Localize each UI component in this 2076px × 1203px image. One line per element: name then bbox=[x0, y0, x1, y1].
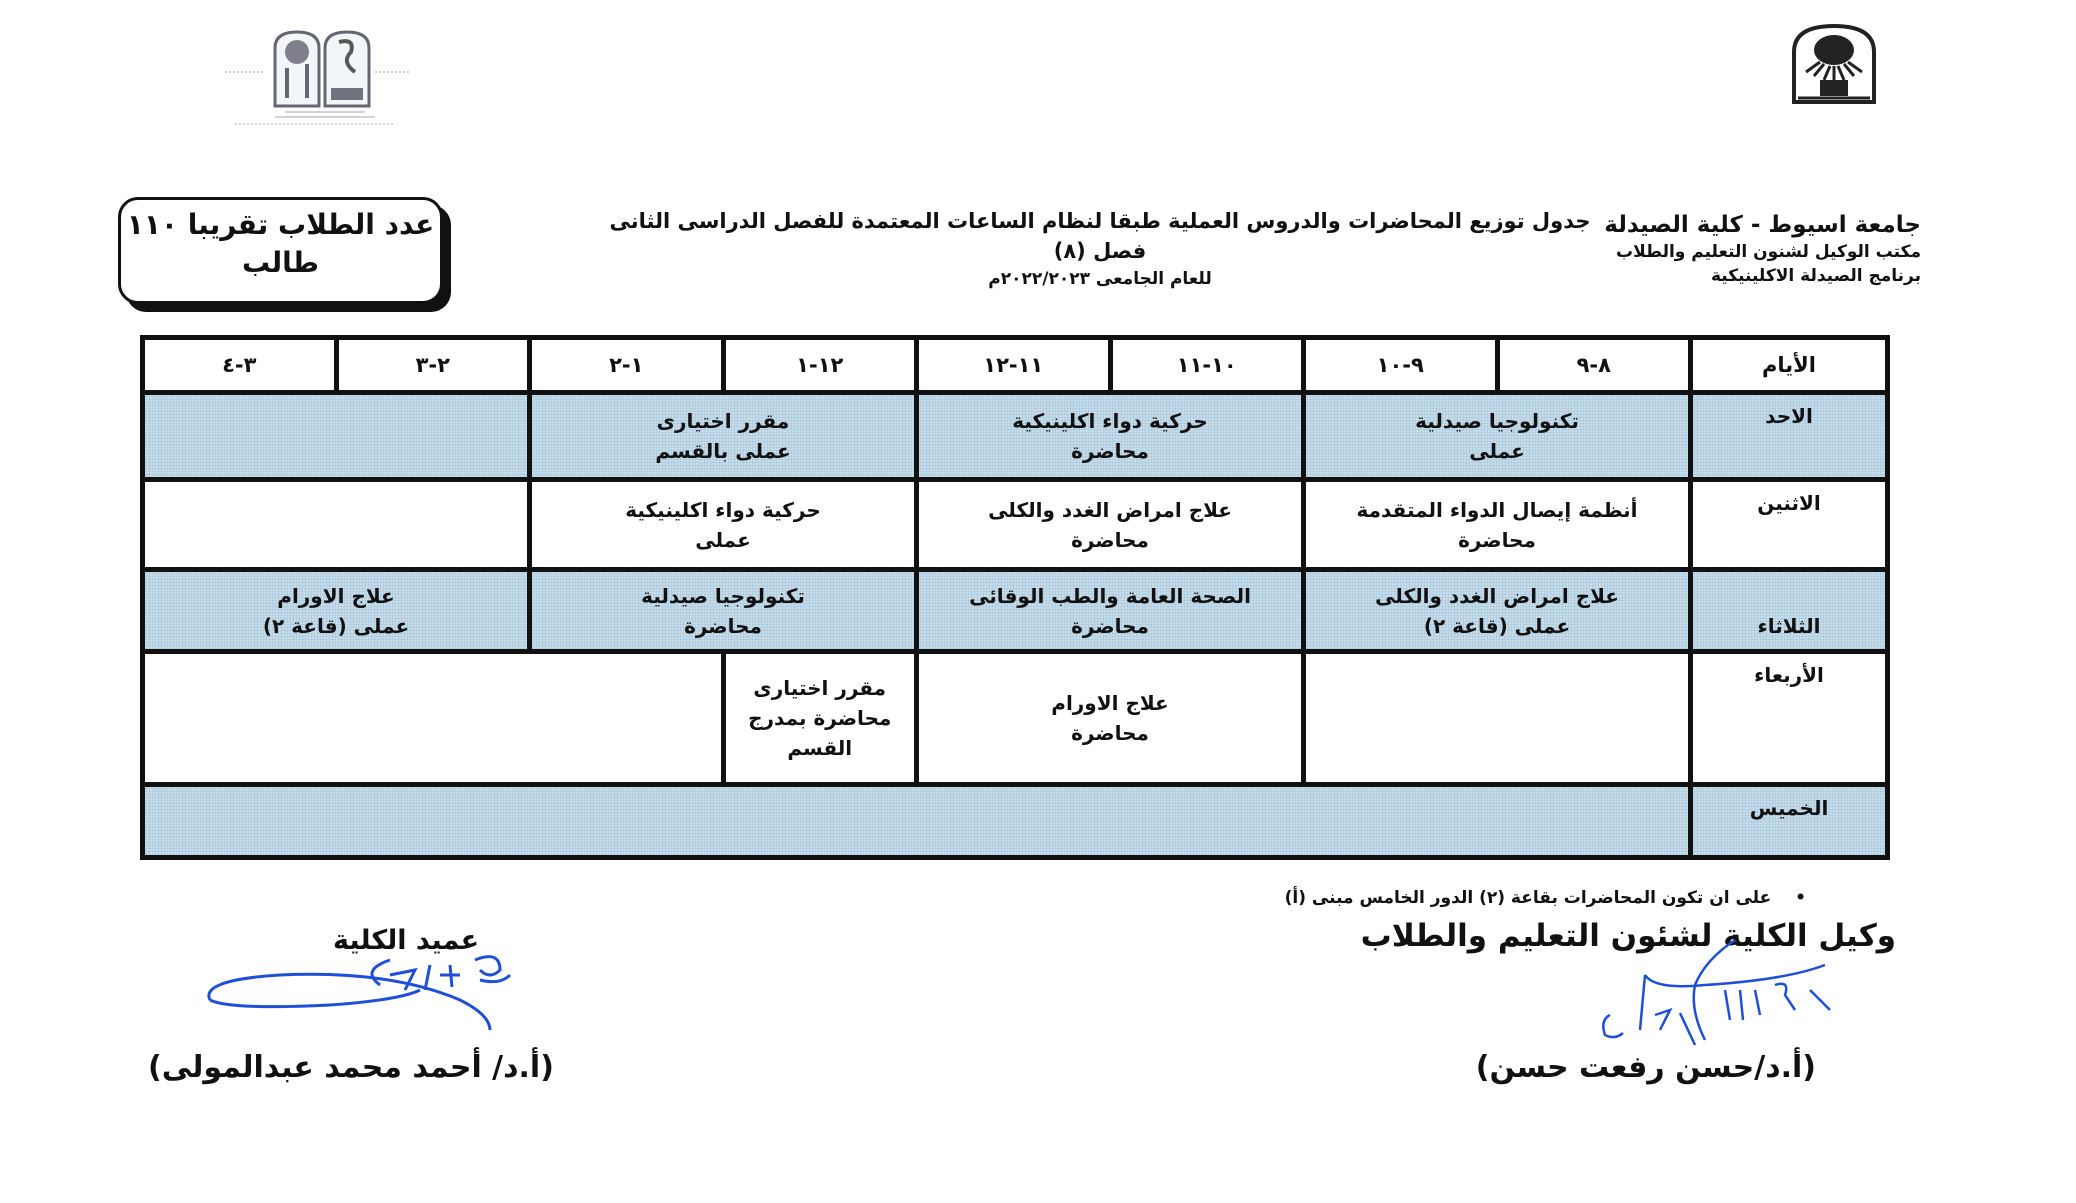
day-thursday: الخميس bbox=[1693, 787, 1885, 855]
student-count-line2: طالب bbox=[241, 246, 320, 279]
course-name: تكنولوجيا صيدلية bbox=[641, 583, 805, 608]
student-count-line1: عدد الطلاب تقريبا ١١٠ bbox=[126, 208, 435, 241]
course-name: علاج الاورام bbox=[1051, 691, 1169, 715]
dean-name: (أ.د/ أحمد محمد عبدالمولى) bbox=[148, 1050, 554, 1085]
dean-signature-icon bbox=[190, 945, 520, 1045]
header-slot-1-2: ١-٢ bbox=[532, 340, 721, 390]
session-cell bbox=[532, 482, 914, 567]
session-type: محاضرة bbox=[1071, 613, 1149, 638]
vice-dean-signature-icon bbox=[1585, 935, 1865, 1055]
empty-cell bbox=[1306, 654, 1688, 782]
course-name: الصحة العامة والطب الوقائى bbox=[969, 583, 1251, 608]
course-name: علاج الاورام bbox=[277, 583, 395, 608]
document-title bbox=[600, 206, 1600, 292]
course-name: مقرر اختيارى bbox=[656, 409, 790, 433]
course-name: حركية دواء اكلينيكية bbox=[1012, 409, 1208, 433]
session-type: عملى (قاعة ٢) bbox=[262, 613, 410, 638]
day-wednesday: الأربعاء bbox=[1693, 654, 1885, 782]
course-name: مقرر اختيارى bbox=[753, 676, 887, 700]
header-slot-11-12: ١١-١٢ bbox=[919, 340, 1108, 390]
session-type: محاضرة بمدرج bbox=[748, 706, 892, 730]
course-name: علاج امراض الغدد والكلى bbox=[988, 497, 1232, 522]
note bbox=[1285, 888, 1806, 908]
vice-dean-name: (أ.د/حسن رفعت حسن) bbox=[1475, 1050, 1816, 1085]
schedule-table bbox=[140, 335, 1890, 860]
note-text: على ان تكون المحاضرات بقاعة (٢) الدور الخامس مبنى (أ) bbox=[1284, 888, 1772, 908]
session-cell bbox=[1306, 482, 1688, 567]
header-slot-8-9: ٨-٩ bbox=[1500, 340, 1689, 390]
assiut-university-logo bbox=[1786, 22, 1882, 104]
session-type: محاضرة bbox=[1458, 527, 1536, 552]
session-cell bbox=[532, 395, 914, 477]
faculty-of-pharmacy-logo bbox=[205, 28, 420, 133]
day-tuesday: الثلاثاء bbox=[1693, 572, 1885, 649]
header-slot-12-1: ١٢-١ bbox=[726, 340, 915, 390]
session-cell bbox=[145, 572, 527, 649]
empty-cell bbox=[145, 482, 527, 567]
dean-title: عميد الكلية bbox=[333, 925, 480, 956]
session-cell bbox=[726, 654, 915, 782]
session-cell bbox=[1306, 395, 1688, 477]
session-cell bbox=[1306, 572, 1688, 649]
session-location: القسم bbox=[787, 736, 853, 760]
session-type: محاضرة bbox=[1071, 721, 1149, 745]
empty-cell bbox=[145, 654, 721, 782]
session-cell bbox=[919, 482, 1301, 567]
header-slot-2-3: ٢-٣ bbox=[339, 340, 528, 390]
program-name: برنامج الصيدلة الاكلينيكية bbox=[1710, 266, 1921, 286]
student-count-box bbox=[118, 197, 443, 304]
vice-dean-title: وكيل الكلية لشئون التعليم والطلاب bbox=[1360, 918, 1896, 954]
course-name: أنظمة إيصال الدواء المتقدمة bbox=[1356, 497, 1638, 522]
empty-cell bbox=[145, 787, 1688, 855]
academic-year: للعام الجامعى ٢٠٢٢/٢٠٢٣م bbox=[988, 269, 1212, 289]
session-type: محاضرة bbox=[684, 613, 762, 638]
course-name: حركية دواء اكلينيكية bbox=[625, 497, 821, 522]
schedule-title: جدول توزيع المحاضرات والدروس العملية طبقا لنظام الساعات المعتمدة للفصل الدراسى الثانى فصل (٨) bbox=[609, 209, 1591, 263]
header-slot-3-4: ٣-٤ bbox=[145, 340, 334, 390]
session-type: محاضرة bbox=[1071, 527, 1149, 552]
course-name: علاج امراض الغدد والكلى bbox=[1375, 583, 1619, 608]
session-type: عملى bbox=[1469, 439, 1525, 463]
session-type: عملى بالقسم bbox=[655, 439, 791, 463]
bullet-icon: • bbox=[1795, 888, 1806, 908]
office-name: مكتب الوكيل لشنون التعليم والطلاب bbox=[1616, 242, 1921, 262]
session-cell bbox=[532, 572, 914, 649]
header-slot-10-11: ١٠-١١ bbox=[1113, 340, 1302, 390]
session-type: عملى (قاعة ٢) bbox=[1423, 613, 1571, 638]
university-faculty-name: جامعة اسيوط - كلية الصيدلة bbox=[1604, 212, 1921, 238]
header-slot-9-10: ٩-١٠ bbox=[1306, 340, 1495, 390]
day-sunday: الاحد bbox=[1693, 395, 1885, 477]
header-days: الأيام bbox=[1693, 340, 1885, 390]
session-cell bbox=[919, 654, 1301, 782]
session-type: عملى bbox=[695, 527, 751, 552]
session-cell bbox=[919, 572, 1301, 649]
day-monday: الاثنين bbox=[1693, 482, 1885, 567]
course-name: تكنولوجيا صيدلية bbox=[1415, 409, 1579, 433]
empty-cell bbox=[145, 395, 527, 477]
session-type: محاضرة bbox=[1071, 439, 1149, 463]
session-cell bbox=[919, 395, 1301, 477]
